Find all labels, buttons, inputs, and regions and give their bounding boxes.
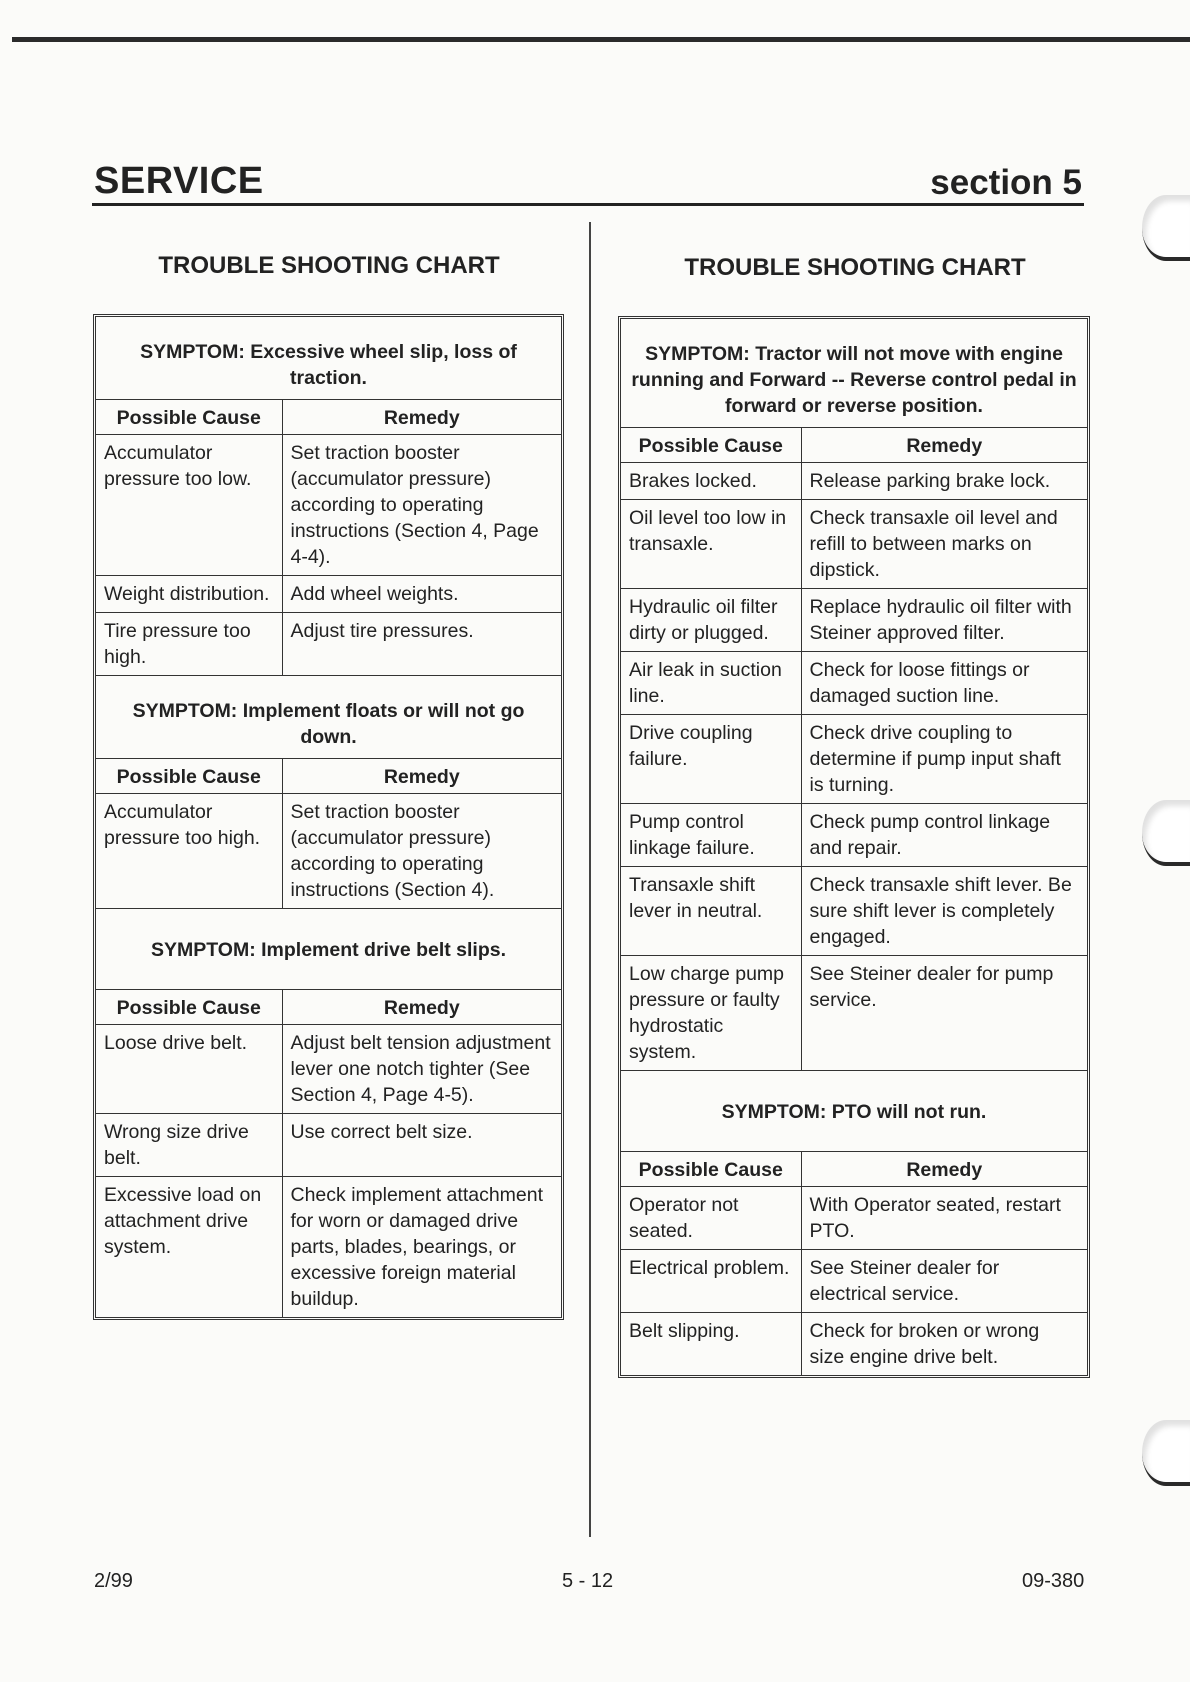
table-row	[96, 1177, 561, 1318]
right-troubleshooting-table	[618, 316, 1090, 1378]
remedy-cell: Set traction booster (accumulator pressure) according to operating instructions (Section 4).	[282, 794, 561, 909]
footer-document-number: 09-380	[1022, 1570, 1085, 1592]
remedy-cell: See Steiner dealer for pump service.	[801, 956, 1087, 1071]
remedy-cell: Adjust tire pressures.	[282, 613, 561, 676]
cause-cell: Brakes locked.	[621, 463, 801, 500]
punch-hole	[1142, 800, 1190, 866]
right-chart-title: TROUBLE SHOOTING CHART	[684, 254, 1026, 281]
table-row	[621, 1313, 1087, 1376]
left-chart-title: TROUBLE SHOOTING CHART	[158, 252, 500, 279]
footer-page-number: 5 - 12	[562, 1570, 614, 1592]
table-row	[96, 1025, 561, 1114]
cause-cell: Belt slipping.	[621, 1313, 801, 1376]
footer-date: 2/99	[94, 1570, 133, 1592]
remedy-cell: With Operator seated, restart PTO.	[801, 1187, 1087, 1250]
table-row	[96, 1114, 561, 1177]
table-row	[621, 1187, 1087, 1250]
cause-header: Possible Cause	[621, 428, 801, 463]
remedy-cell: Set traction booster (accumulator pressure) according to operating instructions (Section 4, Page 4-4).	[282, 435, 561, 576]
cause-cell: Transaxle shift lever in neutral.	[621, 867, 801, 956]
remedy-cell: Check pump control linkage and repair.	[801, 804, 1087, 867]
section-number: section 5	[930, 163, 1082, 202]
cause-cell: Accumulator pressure too high.	[96, 794, 282, 909]
remedy-cell: Add wheel weights.	[282, 576, 561, 613]
remedy-cell: Check for broken or wrong size engine drive belt.	[801, 1313, 1087, 1376]
symptom-heading: SYMPTOM: Implement drive belt slips.	[96, 909, 561, 990]
remedy-cell: Check transaxle shift lever. Be sure shift lever is completely engaged.	[801, 867, 1087, 956]
symptom-heading: SYMPTOM: Implement floats or will not go down.	[96, 676, 561, 759]
remedy-header: Remedy	[282, 400, 561, 435]
remedy-header: Remedy	[801, 428, 1087, 463]
cause-cell: Low charge pump pressure or faulty hydrostatic system.	[621, 956, 801, 1071]
cause-header: Possible Cause	[96, 400, 282, 435]
table-row	[621, 956, 1087, 1071]
table-row	[96, 613, 561, 676]
header-rule	[92, 203, 1084, 206]
cause-cell: Pump control linkage failure.	[621, 804, 801, 867]
symptom-heading: SYMPTOM: Excessive wheel slip, loss of traction.	[96, 317, 561, 400]
cause-cell: Accumulator pressure too low.	[96, 435, 282, 576]
remedy-cell: Use correct belt size.	[282, 1114, 561, 1177]
cause-cell: Weight distribution.	[96, 576, 282, 613]
remedy-header: Remedy	[801, 1152, 1087, 1187]
remedy-header: Remedy	[282, 990, 561, 1025]
cause-cell: Hydraulic oil filter dirty or plugged.	[621, 589, 801, 652]
cause-cell: Air leak in suction line.	[621, 652, 801, 715]
cause-cell: Wrong size drive belt.	[96, 1114, 282, 1177]
table-row	[621, 1250, 1087, 1313]
table-row	[96, 435, 561, 576]
top-rule	[12, 37, 1190, 42]
remedy-cell: Check transaxle oil level and refill to between marks on dipstick.	[801, 500, 1087, 589]
remedy-header: Remedy	[282, 759, 561, 794]
cause-cell: Tire pressure too high.	[96, 613, 282, 676]
cause-cell: Operator not seated.	[621, 1187, 801, 1250]
cause-header: Possible Cause	[621, 1152, 801, 1187]
remedy-cell: Adjust belt tension adjustment lever one notch tighter (See Section 4, Page 4-5).	[282, 1025, 561, 1114]
remedy-cell: Check drive coupling to determine if pump input shaft is turning.	[801, 715, 1087, 804]
table-row	[621, 804, 1087, 867]
remedy-cell: Replace hydraulic oil filter with Steiner approved filter.	[801, 589, 1087, 652]
table-row	[621, 715, 1087, 804]
table-row	[621, 500, 1087, 589]
cause-cell: Drive coupling failure.	[621, 715, 801, 804]
cause-header: Possible Cause	[96, 759, 282, 794]
table-row	[621, 463, 1087, 500]
symptom-heading: SYMPTOM: Tractor will not move with engine running and Forward -- Reverse control pedal in forward or reverse position.	[621, 319, 1087, 428]
cause-cell: Electrical problem.	[621, 1250, 801, 1313]
table-row	[96, 576, 561, 613]
remedy-cell: See Steiner dealer for electrical service.	[801, 1250, 1087, 1313]
symptom-heading: SYMPTOM: PTO will not run.	[621, 1071, 1087, 1152]
table-row	[621, 867, 1087, 956]
remedy-cell: Check implement attachment for worn or damaged drive parts, blades, bearings, or excessive foreign material buildup.	[282, 1177, 561, 1318]
cause-cell: Oil level too low in transaxle.	[621, 500, 801, 589]
section-heading: SERVICE	[94, 160, 264, 202]
column-divider	[589, 222, 591, 1537]
remedy-cell: Check for loose fittings or damaged suction line.	[801, 652, 1087, 715]
cause-cell: Excessive load on attachment drive system.	[96, 1177, 282, 1318]
cause-cell: Loose drive belt.	[96, 1025, 282, 1114]
table-row	[96, 794, 561, 909]
punch-hole	[1142, 1420, 1190, 1486]
table-row	[621, 652, 1087, 715]
remedy-cell: Release parking brake lock.	[801, 463, 1087, 500]
punch-hole	[1142, 195, 1190, 261]
left-troubleshooting-table	[93, 314, 564, 1320]
table-row	[621, 589, 1087, 652]
cause-header: Possible Cause	[96, 990, 282, 1025]
